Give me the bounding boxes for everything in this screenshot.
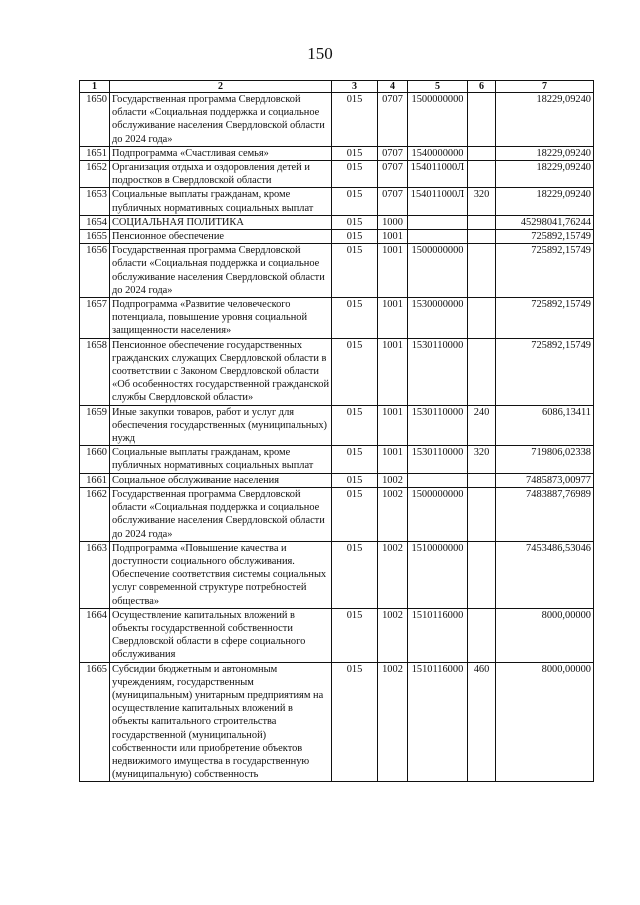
department-code-cell: 015 xyxy=(332,93,378,147)
row-number-cell: 1661 xyxy=(80,473,110,487)
column-header: 7 xyxy=(496,81,594,93)
column-header: 1 xyxy=(80,81,110,93)
row-number-cell: 1654 xyxy=(80,215,110,229)
target-item-code-cell: 1510116000 xyxy=(408,662,468,782)
row-number-cell: 1657 xyxy=(80,298,110,339)
expense-type-code-cell xyxy=(468,541,496,608)
row-number-cell: 1664 xyxy=(80,608,110,662)
expense-type-code-cell xyxy=(468,161,496,188)
expense-type-code-cell: 460 xyxy=(468,662,496,782)
section-code-cell: 1002 xyxy=(378,541,408,608)
amount-cell: 18229,09240 xyxy=(496,188,594,215)
row-number-cell: 1656 xyxy=(80,244,110,298)
row-number-cell: 1650 xyxy=(80,93,110,147)
target-item-code-cell: 154011000Л xyxy=(408,188,468,215)
table-row xyxy=(80,298,594,339)
table-row xyxy=(80,146,594,160)
department-code-cell: 015 xyxy=(332,146,378,160)
amount-cell: 725892,15749 xyxy=(496,244,594,298)
column-header: 2 xyxy=(110,81,332,93)
row-number-cell: 1655 xyxy=(80,230,110,244)
table-row xyxy=(80,161,594,188)
budget-table xyxy=(79,80,594,782)
expense-name-cell: Государственная программа Свердловской области «Социальная поддержка и социальное обслуживание населения Свердловской области до 2024 года» xyxy=(110,487,332,541)
amount-cell: 6086,13411 xyxy=(496,405,594,446)
table-row xyxy=(80,405,594,446)
table-row xyxy=(80,608,594,662)
section-code-cell: 1002 xyxy=(378,473,408,487)
amount-cell: 8000,00000 xyxy=(496,662,594,782)
expense-type-code-cell: 320 xyxy=(468,188,496,215)
expense-name-cell: Субсидии бюджетным и автономным учреждениям, государственным (муниципальным) унитарным предприятиям на осуществление капитальных вложений в объекты капитального строительства государственной (муниципальной) собственности или приобретение объектов недвижимого имущества в государственную (муниципальную) собственность xyxy=(110,662,332,782)
section-code-cell: 0707 xyxy=(378,161,408,188)
section-code-cell: 1001 xyxy=(378,244,408,298)
amount-cell: 8000,00000 xyxy=(496,608,594,662)
target-item-code-cell xyxy=(408,473,468,487)
expense-type-code-cell xyxy=(468,93,496,147)
expense-name-cell: Подпрограмма «Повышение качества и доступности социального обслуживания. Обеспечение соответствия системы социальных услуг современной структуре потребностей общества» xyxy=(110,541,332,608)
row-number-cell: 1660 xyxy=(80,446,110,473)
department-code-cell: 015 xyxy=(332,405,378,446)
expense-name-cell: Государственная программа Свердловской области «Социальная поддержка и социальное обслуживание населения Свердловской области до 2024 года» xyxy=(110,244,332,298)
table-row xyxy=(80,230,594,244)
expense-name-cell: Пенсионное обеспечение государственных гражданских служащих Свердловской области в соответствии с Законом Свердловской области «Об особенностях государственной гражданской службы Свердловской области» xyxy=(110,338,332,405)
expense-name-cell: Социальные выплаты гражданам, кроме публичных нормативных социальных выплат xyxy=(110,446,332,473)
expense-name-cell: Социальные выплаты гражданам, кроме публичных нормативных социальных выплат xyxy=(110,188,332,215)
amount-cell: 719806,02338 xyxy=(496,446,594,473)
table-row xyxy=(80,93,594,147)
expense-name-cell: Осуществление капитальных вложений в объекты государственной собственности Свердловской области в сфере социального обслуживания xyxy=(110,608,332,662)
expense-name-cell: Подпрограмма «Счастливая семья» xyxy=(110,146,332,160)
department-code-cell: 015 xyxy=(332,541,378,608)
row-number-cell: 1659 xyxy=(80,405,110,446)
section-code-cell: 1001 xyxy=(378,298,408,339)
row-number-cell: 1658 xyxy=(80,338,110,405)
department-code-cell: 015 xyxy=(332,230,378,244)
table-body xyxy=(80,93,594,782)
amount-cell: 18229,09240 xyxy=(496,93,594,147)
section-code-cell: 0707 xyxy=(378,146,408,160)
section-code-cell: 1001 xyxy=(378,446,408,473)
department-code-cell: 015 xyxy=(332,487,378,541)
expense-name-cell: Социальное обслуживание населения xyxy=(110,473,332,487)
table-row xyxy=(80,487,594,541)
section-code-cell: 1001 xyxy=(378,405,408,446)
expense-name-cell: Пенсионное обеспечение xyxy=(110,230,332,244)
row-number-cell: 1665 xyxy=(80,662,110,782)
expense-type-code-cell xyxy=(468,608,496,662)
target-item-code-cell: 1500000000 xyxy=(408,487,468,541)
target-item-code-cell: 1530110000 xyxy=(408,446,468,473)
table-row xyxy=(80,662,594,782)
department-code-cell: 015 xyxy=(332,188,378,215)
amount-cell: 7485873,00977 xyxy=(496,473,594,487)
table-row xyxy=(80,215,594,229)
target-item-code-cell: 1530000000 xyxy=(408,298,468,339)
expense-type-code-cell xyxy=(468,338,496,405)
expense-type-code-cell xyxy=(468,473,496,487)
target-item-code-cell xyxy=(408,215,468,229)
target-item-code-cell xyxy=(408,230,468,244)
amount-cell: 7453486,53046 xyxy=(496,541,594,608)
target-item-code-cell: 1530110000 xyxy=(408,338,468,405)
section-code-cell: 1002 xyxy=(378,608,408,662)
department-code-cell: 015 xyxy=(332,473,378,487)
target-item-code-cell: 154011000Л xyxy=(408,161,468,188)
row-number-cell: 1663 xyxy=(80,541,110,608)
expense-type-code-cell xyxy=(468,244,496,298)
expense-type-code-cell xyxy=(468,146,496,160)
row-number-cell: 1662 xyxy=(80,487,110,541)
expense-name-cell: Иные закупки товаров, работ и услуг для обеспечения государственных (муниципальных) нужд xyxy=(110,405,332,446)
expense-name-cell: Подпрограмма «Развитие человеческого потенциала, повышение уровня социальной защищенности населения» xyxy=(110,298,332,339)
target-item-code-cell: 1510000000 xyxy=(408,541,468,608)
expense-type-code-cell: 320 xyxy=(468,446,496,473)
amount-cell: 7483887,76989 xyxy=(496,487,594,541)
table-row xyxy=(80,188,594,215)
amount-cell: 45298041,76244 xyxy=(496,215,594,229)
column-header: 4 xyxy=(378,81,408,93)
target-item-code-cell: 1540000000 xyxy=(408,146,468,160)
row-number-cell: 1651 xyxy=(80,146,110,160)
department-code-cell: 015 xyxy=(332,608,378,662)
table-row xyxy=(80,541,594,608)
table-header-row xyxy=(80,81,594,93)
amount-cell: 725892,15749 xyxy=(496,338,594,405)
column-header: 5 xyxy=(408,81,468,93)
expense-name-cell: СОЦИАЛЬНАЯ ПОЛИТИКА xyxy=(110,215,332,229)
section-code-cell: 1002 xyxy=(378,487,408,541)
department-code-cell: 015 xyxy=(332,298,378,339)
department-code-cell: 015 xyxy=(332,244,378,298)
department-code-cell: 015 xyxy=(332,662,378,782)
table-row xyxy=(80,244,594,298)
column-header: 6 xyxy=(468,81,496,93)
row-number-cell: 1653 xyxy=(80,188,110,215)
department-code-cell: 015 xyxy=(332,161,378,188)
target-item-code-cell: 1500000000 xyxy=(408,93,468,147)
section-code-cell: 1001 xyxy=(378,230,408,244)
amount-cell: 18229,09240 xyxy=(496,161,594,188)
table-row xyxy=(80,473,594,487)
section-code-cell: 0707 xyxy=(378,188,408,215)
row-number-cell: 1652 xyxy=(80,161,110,188)
expense-type-code-cell xyxy=(468,230,496,244)
expense-type-code-cell xyxy=(468,487,496,541)
amount-cell: 18229,09240 xyxy=(496,146,594,160)
amount-cell: 725892,15749 xyxy=(496,298,594,339)
expense-type-code-cell: 240 xyxy=(468,405,496,446)
table-row xyxy=(80,446,594,473)
expense-name-cell: Государственная программа Свердловской области «Социальная поддержка и социальное обслуживание населения Свердловской области до 2024 года» xyxy=(110,93,332,147)
target-item-code-cell: 1530110000 xyxy=(408,405,468,446)
expense-name-cell: Организация отдыха и оздоровления детей и подростков в Свердловской области xyxy=(110,161,332,188)
expense-type-code-cell xyxy=(468,298,496,339)
department-code-cell: 015 xyxy=(332,446,378,473)
section-code-cell: 1002 xyxy=(378,662,408,782)
section-code-cell: 0707 xyxy=(378,93,408,147)
table-row xyxy=(80,338,594,405)
department-code-cell: 015 xyxy=(332,215,378,229)
section-code-cell: 1001 xyxy=(378,338,408,405)
department-code-cell: 015 xyxy=(332,338,378,405)
target-item-code-cell: 1500000000 xyxy=(408,244,468,298)
page-number: 150 xyxy=(307,44,333,63)
target-item-code-cell: 1510116000 xyxy=(408,608,468,662)
amount-cell: 725892,15749 xyxy=(496,230,594,244)
expense-type-code-cell xyxy=(468,215,496,229)
section-code-cell: 1000 xyxy=(378,215,408,229)
column-header: 3 xyxy=(332,81,378,93)
